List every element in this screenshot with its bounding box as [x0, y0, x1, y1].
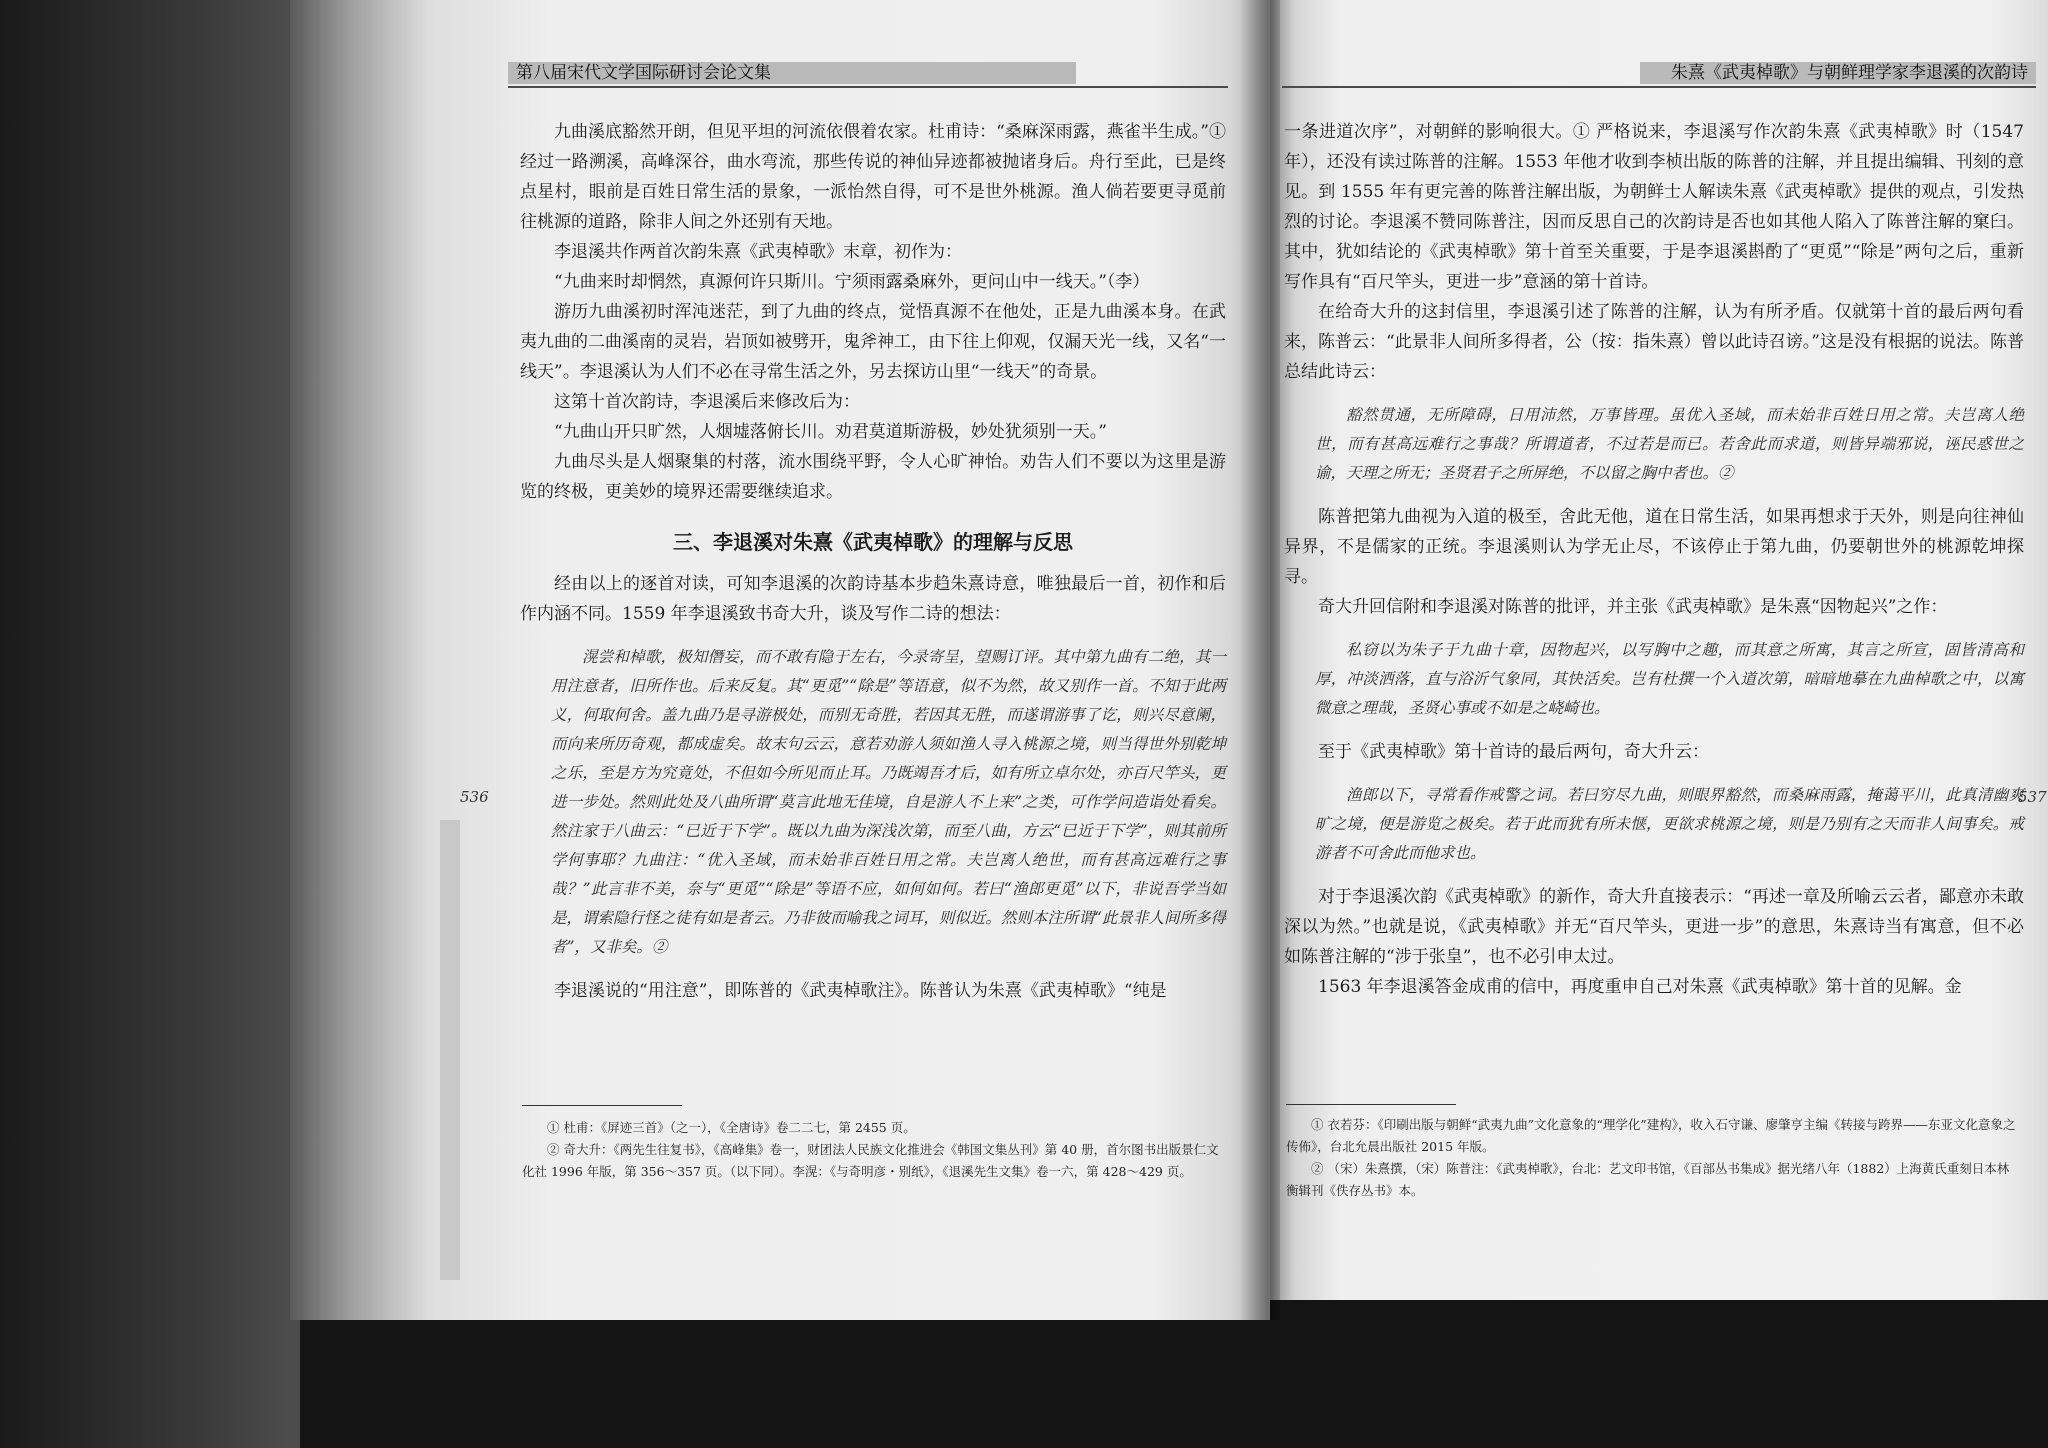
- paragraph: 李退溪说的“用注意”，即陈普的《武夷棹歌注》。陈普认为朱熹《武夷棹歌》“纯是: [554, 981, 1167, 1001]
- right-page-number: 537: [2018, 788, 2047, 806]
- section-title: 三、李退溪对朱熹《武夷棹歌》的理解与反思: [673, 530, 1073, 554]
- page-gutter-shadow: [1240, 0, 1280, 1320]
- paragraph: 奇大升回信附和李退溪对陈普的批评，并主张《武夷棹歌》是朱熹“因物起兴”之作：: [1318, 597, 1948, 617]
- footnote: ① 衣若芬：《印刷出版与朝鲜“武夷九曲”文化意象的“理学化”建构》，收入石守谦、廖肇亨主编《转接与跨界——东亚文化意象之传佈》，台北允晨出版社 2015 年版。: [1286, 1117, 2016, 1154]
- paragraph: 对于李退溪次韵《武夷棹歌》的新作，奇大升直接表示：“再述一章及所喻云云者，鄙意亦未敢深以为然。”也就是说，《武夷棹歌》并无“百尺竿头，更进一步”的意思，朱熹诗当有寓意，但不必如陈普注解的“涉于张皇”，也不必引申太过。: [1284, 887, 2024, 967]
- right-header-rule: [1282, 86, 2036, 88]
- block-quote: [520, 643, 1226, 962]
- right-body-text: [1284, 117, 2024, 1002]
- paragraph: 经由以上的逐首对读，可知李退溪的次韵诗基本步趋朱熹诗意，唯独最后一首，初作和后作内涵不同。1559 年李退溪致书奇大升，谈及写作二诗的想法：: [520, 574, 1226, 624]
- footnote: ② （宋）朱熹撰，（宋）陈普注：《武夷棹歌》，台北：艺文印书馆，《百部丛书集成》据光绪八年（1882）上海黄氏重刻日本林衡辑刊《佚存丛书》本。: [1286, 1161, 2010, 1198]
- paragraph: 1563 年李退溪答金成甫的信中，再度重申自己对朱熹《武夷棹歌》第十首的见解。金: [1318, 977, 1962, 997]
- block-quote-text: 豁然贯通，无所障碍，日用沛然，万事皆理。虽优入圣域，而未始非百姓日用之常。夫岂离人绝世，而有甚高远难行之事哉？所谓道者，不过若是而已。若舍此而求道，则皆异端邪说，诬民惑世之谕，天理之所无；圣贤君子之所屏绝，不以留之胸中者也。②: [1315, 406, 2024, 482]
- left-footnote-rule: [522, 1105, 682, 1106]
- left-footnotes: [522, 1117, 1226, 1183]
- left-running-header: 第八届宋代文学国际研讨会论文集: [508, 62, 1076, 84]
- block-quote: [1284, 636, 2024, 723]
- page-edge-stack: [440, 820, 460, 1280]
- paragraph: 九曲溪底豁然开朗，但见平坦的河流依偎着农家。杜甫诗：“桑麻深雨露，燕雀半生成。”① 经过一路溯溪，高峰深谷，曲水弯流，那些传说的神仙异迹都被抛诸身后。舟行至此，已是终点星村，眼前是百姓日常生活的景象，一派怡然自得，可不是世外桃源。渔人倘若要更寻觅前往桃源的道路，除非人间之外还别有天地。: [520, 122, 1226, 232]
- right-running-header: 朱熹《武夷棹歌》与朝鲜理学家李退溪的次韵诗: [1640, 62, 2036, 84]
- right-footnotes: [1286, 1114, 2020, 1202]
- left-body-text: [520, 117, 1226, 1006]
- block-quote-text: 渔郎以下，寻常看作戒警之词。若曰穷尽九曲，则眼界豁然，而桑麻雨露，掩蔼平川，此真清幽爽旷之境，便是游览之极矣。若于此而犹有所未惬，更欲求桃源之境，则是乃别有之天而非人间事矣。戒游者不可舍此而他求也。: [1315, 786, 2024, 862]
- block-quote: [1284, 401, 2024, 488]
- paragraph: 在给奇大升的这封信里，李退溪引述了陈普的注解，认为有所矛盾。仅就第十首的最后两句看来，陈普云：“此景非人间所多得者，公（按：指朱熹）曾以此诗召谤。”这是没有根据的说法。陈普总结此诗云：: [1284, 302, 2024, 382]
- left-page-number: 536: [460, 788, 489, 806]
- dark-scan-background: [0, 0, 300, 1448]
- footnote: ① 杜甫：《屏迹三首》（之一），《全唐诗》卷二二七，第 2455 页。: [547, 1120, 916, 1135]
- paragraph: “九曲来时却惘然，真源何许只斯川。宁须雨露桑麻外，更问山中一线天。”（李）: [554, 272, 1150, 292]
- paragraph: 陈普把第九曲视为入道的极至，舍此无他，道在日常生活，如果再想求于天外，则是向往神仙异界，不是儒家的正统。李退溪则认为学无止尽，不该停止于第九曲，仍要朝世外的桃源乾坤探寻。: [1284, 507, 2024, 587]
- footnote: ② 奇大升：《两先生往复书》，《高峰集》卷一，财团法人民族文化推进会《韩国文集丛刊》第 40 册，首尔图书出版景仁文化社 1996 年版，第 356～357 页。（以下同）。李滉：《与奇明彦・别纸》，《退溪先生文集》卷一六，第 428～429 页。: [522, 1142, 1219, 1179]
- right-footnote-rule: [1286, 1104, 1456, 1105]
- left-page: [290, 0, 1270, 1320]
- paragraph: 游历九曲溪初时浑沌迷茫，到了九曲的终点，觉悟真源不在他处，正是九曲溪本身。在武夷九曲的二曲溪南的灵岩，岩顶如被劈开，鬼斧神工，由下往上仰观，仅漏天光一线，又名“一线天”。李退溪认为人们不必在寻常生活之外，另去探访山里“一线天”的奇景。: [520, 302, 1226, 382]
- right-page: [1270, 0, 2048, 1300]
- paragraph: 至于《武夷棹歌》第十首诗的最后两句，奇大升云：: [1318, 742, 1709, 762]
- block-quote-text: 私窃以为朱子于九曲十章，因物起兴，以写胸中之趣，而其意之所寓，其言之所宣，固皆清高和厚，冲淡洒落，直与浴沂气象同，其快活矣。岂有杜撰一个入道次第，暗暗地摹在九曲棹歌之中，以寓微意之理哉，圣贤心事或不如是之峣崎也。: [1315, 641, 2024, 717]
- paragraph: 李退溪共作两首次韵朱熹《武夷棹歌》末章，初作为：: [554, 242, 962, 262]
- paragraph: “九曲山开只旷然，人烟墟落俯长川。劝君莫道斯游极，妙处犹须别一天。”: [554, 422, 1107, 442]
- block-quote-text: 滉尝和棹歌，极知僭妄，而不敢有隐于左右，今录寄呈，望赐订评。其中第九曲有二绝，其一用注意者，旧所作也。后来反复。其“更觅”“除是”等语意，似不为然，故又别作一首。不知于此两义，何取何舍。盖九曲乃是寻游极处，而别无奇胜，若因其无胜，而遂谓游事了讫，则兴尽意阑，而向来所历奇观，都成虚矣。故末句云云，意若劝游人须如渔人寻入桃源之境，则当得世外别乾坤之乐，至是方为究竟处，不但如今所见而止耳。乃既竭吾才后，如有所立卓尔处，亦百尺竿头，更进一步处。然则此处及八曲所谓“莫言此地无佳境，自是游人不上来”之类，可作学问造诣处看矣。然注家于八曲云：“已近于下学”。既以九曲为深浅次第，而至八曲，方云“已近于下学”，则其前所学何事耶？九曲注：“优入圣域，而未始非百姓日用之常。夫岂离人绝世，而有甚高远难行之事哉？”此言非不美，奈与“更觅”“除是”等语不应，如何如何。若曰“渔郎更觅”以下，非说吾学当如是，谓索隐行怪之徒有如是者云。乃非彼而喻我之词耳，则似近。然则本注所谓“此景非人间所多得者”，又非矣。②: [551, 648, 1226, 956]
- paragraph: 九曲尽头是人烟聚集的村落，流水围绕平野，令人心旷神怡。劝告人们不要以为这里是游览的终极，更美妙的境界还需要继续追求。: [520, 452, 1226, 502]
- paragraph: 这第十首次韵诗，李退溪后来修改后为：: [554, 392, 860, 412]
- left-header-rule: [508, 86, 1228, 88]
- paragraph: 一条进道次序”，对朝鲜的影响很大。① 严格说来，李退溪写作次韵朱熹《武夷棹歌》时（1547 年），还没有读过陈普的注解。1553 年他才收到李桢出版的陈普的注解，并且提出编辑、刊刻的意见。到 1555 年有更完善的陈普注解出版，为朝鲜士人解读朱熹《武夷棹歌》提供的观点，引发热烈的讨论。李退溪不赞同陈普注，因而反思自己的次韵诗是否也如其他人陷入了陈普注解的窠臼。其中，犹如结论的《武夷棹歌》第十首至关重要，于是李退溪斟酌了“更觅”“除是”两句之后，重新写作具有“百尺竿头，更进一步”意涵的第十首诗。: [1284, 122, 2024, 292]
- block-quote: [1284, 781, 2024, 868]
